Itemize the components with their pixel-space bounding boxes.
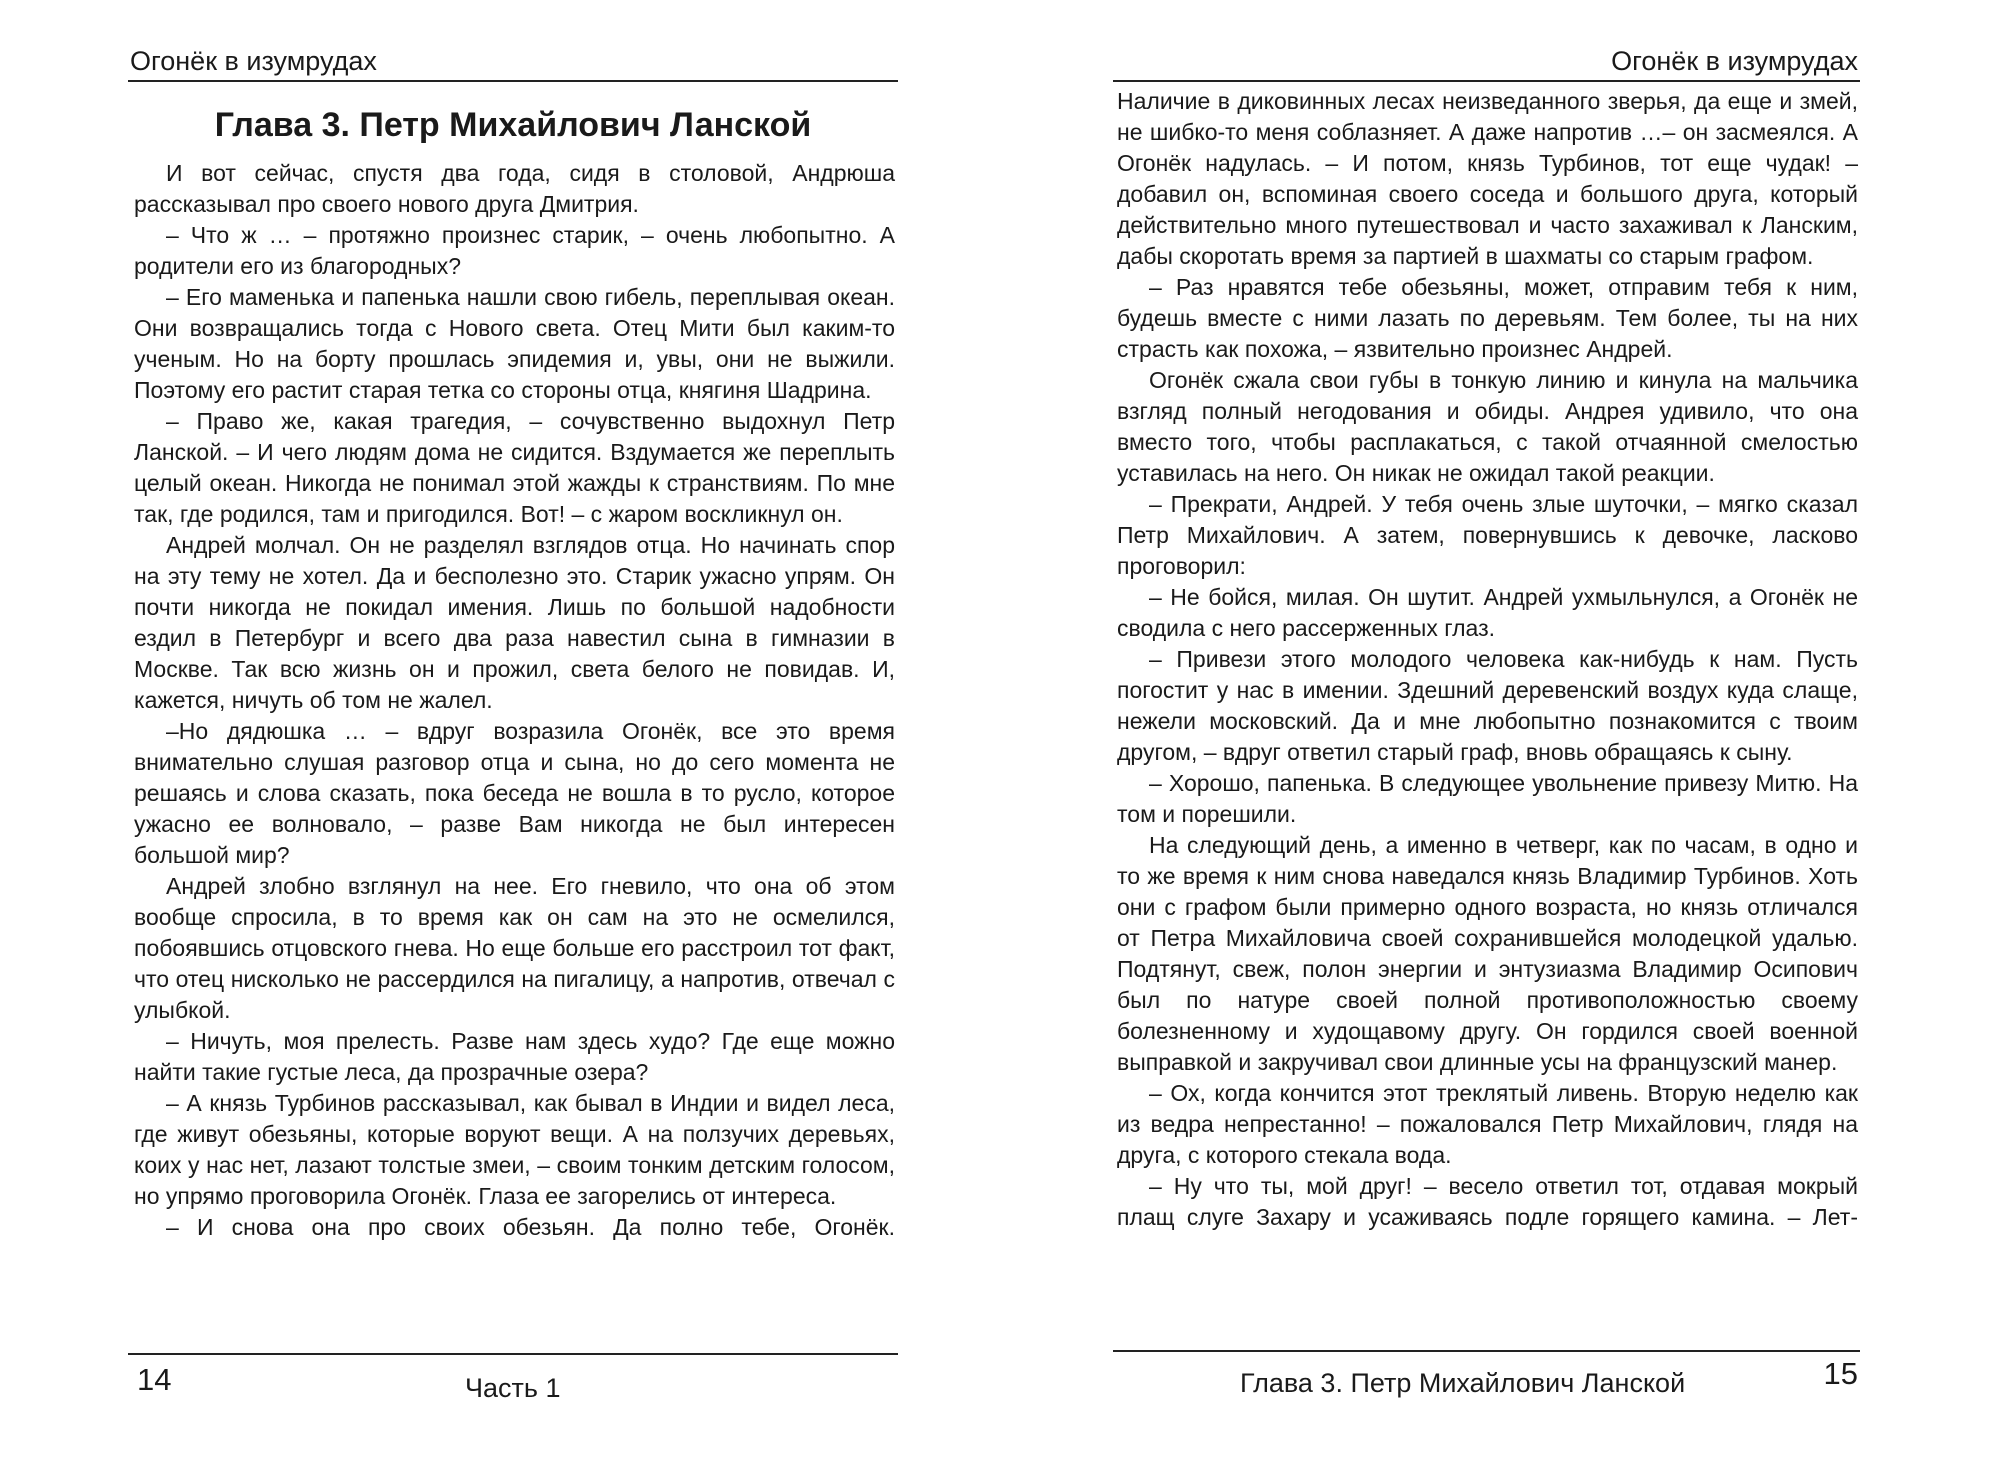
page-number: 15: [1823, 1356, 1858, 1391]
paragraph: – Право же, какая трагедия, – сочувственно выдохнул Петр Ланской. – И чего людям дома не сидится. Вздумается же переплыть целый океан. Никогда не понимал этой жажды к странствиям. По мне так, где родился, там и пригодился. Вот! – с жаром воскликнул он.: [134, 408, 895, 527]
paragraph: Наличие в диковинных лесах неизведанного зверья, да еще и змей, не шибко-то меня соблазняет. А даже напротив …– он засмеялся. А Огонёк надулась. – И потом, князь Турбинов, тот еще чудак! – добавил он, вспоминая своего соседа и большого друга, который действительно много путешествовал и часто захаживал к Ланским, дабы скоротать время за партией в шахматы со старым графом.: [1117, 88, 1858, 269]
paragraph: – Ох, когда кончится этот треклятый ливень. Вторую неделю как из ведра непрестанно! – пожаловался Петр Михайлович, глядя на друга, с которого стекала вода.: [1117, 1080, 1858, 1168]
paragraph: – Что ж … – протяжно произнес старик, – очень любопытно. А родители его из благородных?: [134, 222, 895, 279]
paragraph: Андрей молчал. Он не разделял взглядов отца. Но начинать спор на эту тему не хотел. Да и бесполезно это. Старик ужасно упрям. Он почти никогда не покидал имения. Лишь по большой надобности ездил в Петербург и всего два раза навестил сына в гимназии в Москве. Так всю жизнь он и прожил, света белого не повидав. И, кажется, ничуть об том не жалел.: [134, 532, 895, 713]
paragraph: – Ничуть, моя прелесть. Разве нам здесь худо? Где еще можно найти такие густые леса, да прозрачные озера?: [134, 1028, 895, 1085]
paragraph: –Но дядюшка … – вдруг возразила Огонёк, все это время внимательно слушая разговор отца и сына, но до сего момента не решаясь и слова сказать, пока беседа не вошла в то русло, которое ужасно ее волновало, – разве Вам никогда не был интересен большой мир?: [134, 718, 895, 868]
footer-rule: [1113, 1350, 1860, 1352]
paragraph: Огонёк сжала свои губы в тонкую линию и кинула на мальчика взгляд полный негодования и обиды. Андрея удивило, что она вместо того, чтобы расплакаться, с такой отчаянной смелостью уставилась на него. Он никак не ожидал такой реакции.: [1117, 367, 1858, 486]
paragraph: – Привези этого молодого человека как-нибудь к нам. Пусть погостит у нас в имении. Здешний деревенский воздух куда слаще, нежели московский. Да и мне любопытно познакомится с твоим другом, – вдруг ответил старый граф, вновь обращаясь к сыну.: [1117, 646, 1858, 765]
chapter-title: Глава 3. Петр Михайлович Ланской: [214, 106, 812, 144]
footer-rule: [128, 1353, 898, 1355]
paragraph: – Хорошо, папенька. В следующее увольнение привезу Митю. На том и порешили.: [1117, 770, 1858, 827]
paragraph: Андрей злобно взглянул на нее. Его гневило, что она об этом вообще спросила, в то время как он сам на это не осмелился, побоявшись отцовского гнева. Но еще больше его расстроил тот факт, что отец нисколько не рассердился на пигалицу, а напротив, отвечал с улыбкой.: [134, 873, 895, 1023]
paragraph: – Раз нравятся тебе обезьяны, может, отправим тебя к ним, будешь вместе с ними лазать по деревьям. Тем более, ты на них страсть как похожа, – язвительно произнес Андрей.: [1117, 274, 1858, 362]
body-text: [134, 158, 895, 1243]
paragraph: – Прекрати, Андрей. У тебя очень злые шуточки, – мягко сказал Петр Михайлович. А затем, повернувшись к девочке, ласково проговорил:: [1117, 491, 1858, 579]
body-text: [1117, 86, 1858, 1233]
paragraph: И вот сейчас, спустя два года, сидя в столовой, Андрюша рассказывал про своего нового друга Дмитрия.: [134, 160, 895, 217]
running-header: Огонёк в изумрудах: [130, 46, 377, 76]
paragraph: На следующий день, а именно в четверг, как по часам, в одно и то же время к ним снова наведался князь Владимир Турбинов. Хоть они с графом были примерно одного возраста, но князь отличался от Петра Михайловича своей сохранившейся молодецкой удалью. Подтянут, свеж, полон энергии и энтузиазма Владимир Осипович был по натуре своей полной противоположностью своему болезненному и худощавому другу. Он гордился своей военной выправкой и закручивал свои длинные усы на французский манер.: [1117, 832, 1858, 1075]
running-header: Огонёк в изумрудах: [1611, 46, 1858, 76]
paragraph: – Не бойся, милая. Он шутит. Андрей ухмыльнулся, а Огонёк не сводила с него рассерженных глаз.: [1117, 584, 1858, 641]
paragraph: – А князь Турбинов рассказывал, как бывал в Индии и видел леса, где живут обезьяны, которые воруют вещи. А на ползучих деревьях, коих у нас нет, лазают толстые змеи, – своим тонким детским голосом, но упрямо проговорила Огонёк. Глаза ее загорелись от интереса.: [134, 1090, 895, 1209]
header-rule: [128, 80, 898, 82]
page-number: 14: [137, 1362, 172, 1397]
paragraph: – Его маменька и папенька нашли свою гибель, переплывая океан. Они возвращались тогда с Нового света. Отец Мити был каким-то ученым. Но на борту прошлась эпидемия и, увы, они не выжили. Поэтому его растит старая тетка со стороны отца, княгиня Шадрина.: [134, 284, 895, 403]
header-rule: [1113, 80, 1860, 82]
paragraph: – Ну что ты, мой друг! – весело ответил тот, отдавая мокрый плащ слуге Захару и усаживаясь подле горящего камина. – Лет-: [1117, 1173, 1858, 1230]
right-page: [1000, 0, 2000, 1477]
running-footer: Часть 1: [465, 1373, 561, 1403]
running-footer: Глава 3. Петр Михайлович Ланской: [1240, 1368, 1686, 1398]
paragraph: – И снова она про своих обезьян. Да полно тебе, Огонёк.: [166, 1214, 895, 1240]
